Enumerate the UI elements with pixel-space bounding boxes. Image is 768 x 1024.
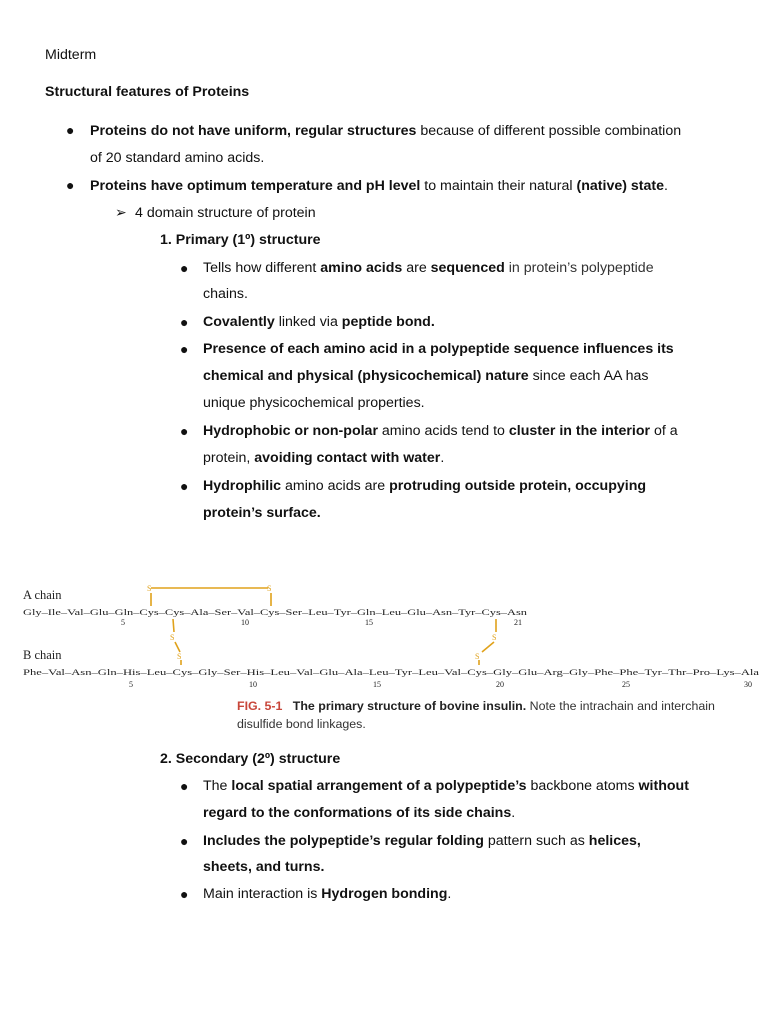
primary-point-presence: Presence of each amino acid in a polypeptide sequence influences its (203, 341, 674, 357)
bullet-dot: ● (180, 423, 189, 439)
b-chain-number: 25 (622, 680, 630, 689)
b-chain-sequence: Phe–Val–Asn–Gln–His–Leu–Cys–Gly–Ser–His–Leu–Val–Glu–Ala–Leu–Tyr–Leu–Val–Cys–Gly–Glu–Arg–Gly–Phe–Phe–Tyr–Thr–Pro–Lys–Ala (23, 668, 760, 677)
primary-point-presence-line3: unique physicochemical properties. (203, 395, 425, 411)
section-title: Structural features of Proteins (45, 84, 250, 100)
domain-structure-line: 4 domain structure of protein (135, 205, 316, 221)
insulin-primary-structure-figure (20, 580, 762, 690)
sulfur-label: S (492, 633, 497, 642)
b-chain-label: B chain (23, 648, 62, 662)
bullet-dot: ● (66, 122, 75, 138)
b-chain-number: 10 (249, 680, 257, 689)
a-chain-sequence: Gly–Ile–Val–Glu–Gln–Cys–Cys–Ala–Ser–Val–Cys–Ser–Leu–Tyr–Gln–Leu–Glu–Asn–Tyr–Cys–Asn (23, 608, 529, 617)
a-chain-number: 10 (241, 618, 249, 627)
bullet-dot: ● (66, 177, 75, 193)
b-chain-number: 5 (129, 680, 133, 689)
bullet-dot: ● (180, 778, 189, 794)
sulfur-label: S (170, 633, 175, 642)
a-chain-number: 21 (514, 618, 522, 627)
primary-point-sequence-line2: chains. (203, 286, 248, 302)
figure-caption: FIG. 5-1 The primary structure of bovine insulin. Note the intrachain and interchain (237, 699, 715, 713)
doc-heading: Midterm (45, 47, 97, 63)
primary-point-hydrophobic: Hydrophobic or non-polar amino acids tend to cluster in the interior of a (203, 423, 678, 439)
bullet-uniform-structures: Proteins do not have uniform, regular structures because of different possible combination (90, 123, 682, 139)
primary-point-sequence: Tells how different amino acids are sequenced in protein’s polypeptide (203, 260, 654, 276)
secondary-point-spatial: The local spatial arrangement of a polypeptide’s backbone atoms without (203, 778, 689, 794)
intrachain-disulfide-bond (151, 588, 271, 606)
b-chain-number: 20 (496, 680, 504, 689)
secondary-point-spatial-line2: regard to the conformations of its side chains. (203, 805, 516, 821)
sulfur-label: S (177, 652, 182, 661)
sulfur-label: S (475, 652, 480, 661)
secondary-structure-title: 2. Secondary (2º) structure (160, 751, 341, 767)
arrow-bullet-icon: ➢ (115, 205, 127, 221)
a-chain-label: A chain (23, 588, 62, 602)
primary-point-hydrophilic: Hydrophilic amino acids are protruding outside protein, occupying (203, 478, 647, 494)
secondary-point-folding: Includes the polypeptide’s regular folding pattern such as helices, (203, 833, 641, 849)
primary-point-covalent: Covalently linked via peptide bond. (203, 314, 435, 330)
sulfur-label: S (147, 584, 152, 593)
figure-caption-line2: disulfide bond linkages. (237, 717, 366, 731)
primary-point-presence-line2: chemical and physical (physicochemical) nature since each AA has (203, 368, 649, 384)
bullet-dot: ● (180, 314, 189, 330)
primary-point-hydrophobic-line2: protein, avoiding contact with water. (203, 450, 445, 466)
b-chain-number: 30 (744, 680, 752, 689)
bullet-dot: ● (180, 260, 189, 276)
bullet-dot: ● (180, 886, 189, 902)
sulfur-label: S (267, 584, 272, 593)
b-chain-number: 15 (373, 680, 381, 689)
bullet-dot: ● (180, 833, 189, 849)
secondary-point-hydrogen: Main interaction is Hydrogen bonding. (203, 886, 452, 902)
secondary-point-folding-line2: sheets, and turns. (203, 859, 325, 875)
a-chain-number: 5 (121, 618, 125, 627)
bullet-uniform-structures-line2: of 20 standard amino acids. (90, 150, 265, 166)
a-chain-number: 15 (365, 618, 373, 627)
bullet-dot: ● (180, 341, 189, 357)
bullet-optimum-temperature: Proteins have optimum temperature and pH level to maintain their natural (native) state. (90, 178, 668, 194)
primary-point-hydrophilic-line2: protein’s surface. (203, 505, 321, 521)
primary-structure-title: 1. Primary (1º) structure (160, 232, 321, 248)
bullet-dot: ● (180, 478, 189, 494)
interchain-disulfide-bond-right (479, 619, 496, 665)
